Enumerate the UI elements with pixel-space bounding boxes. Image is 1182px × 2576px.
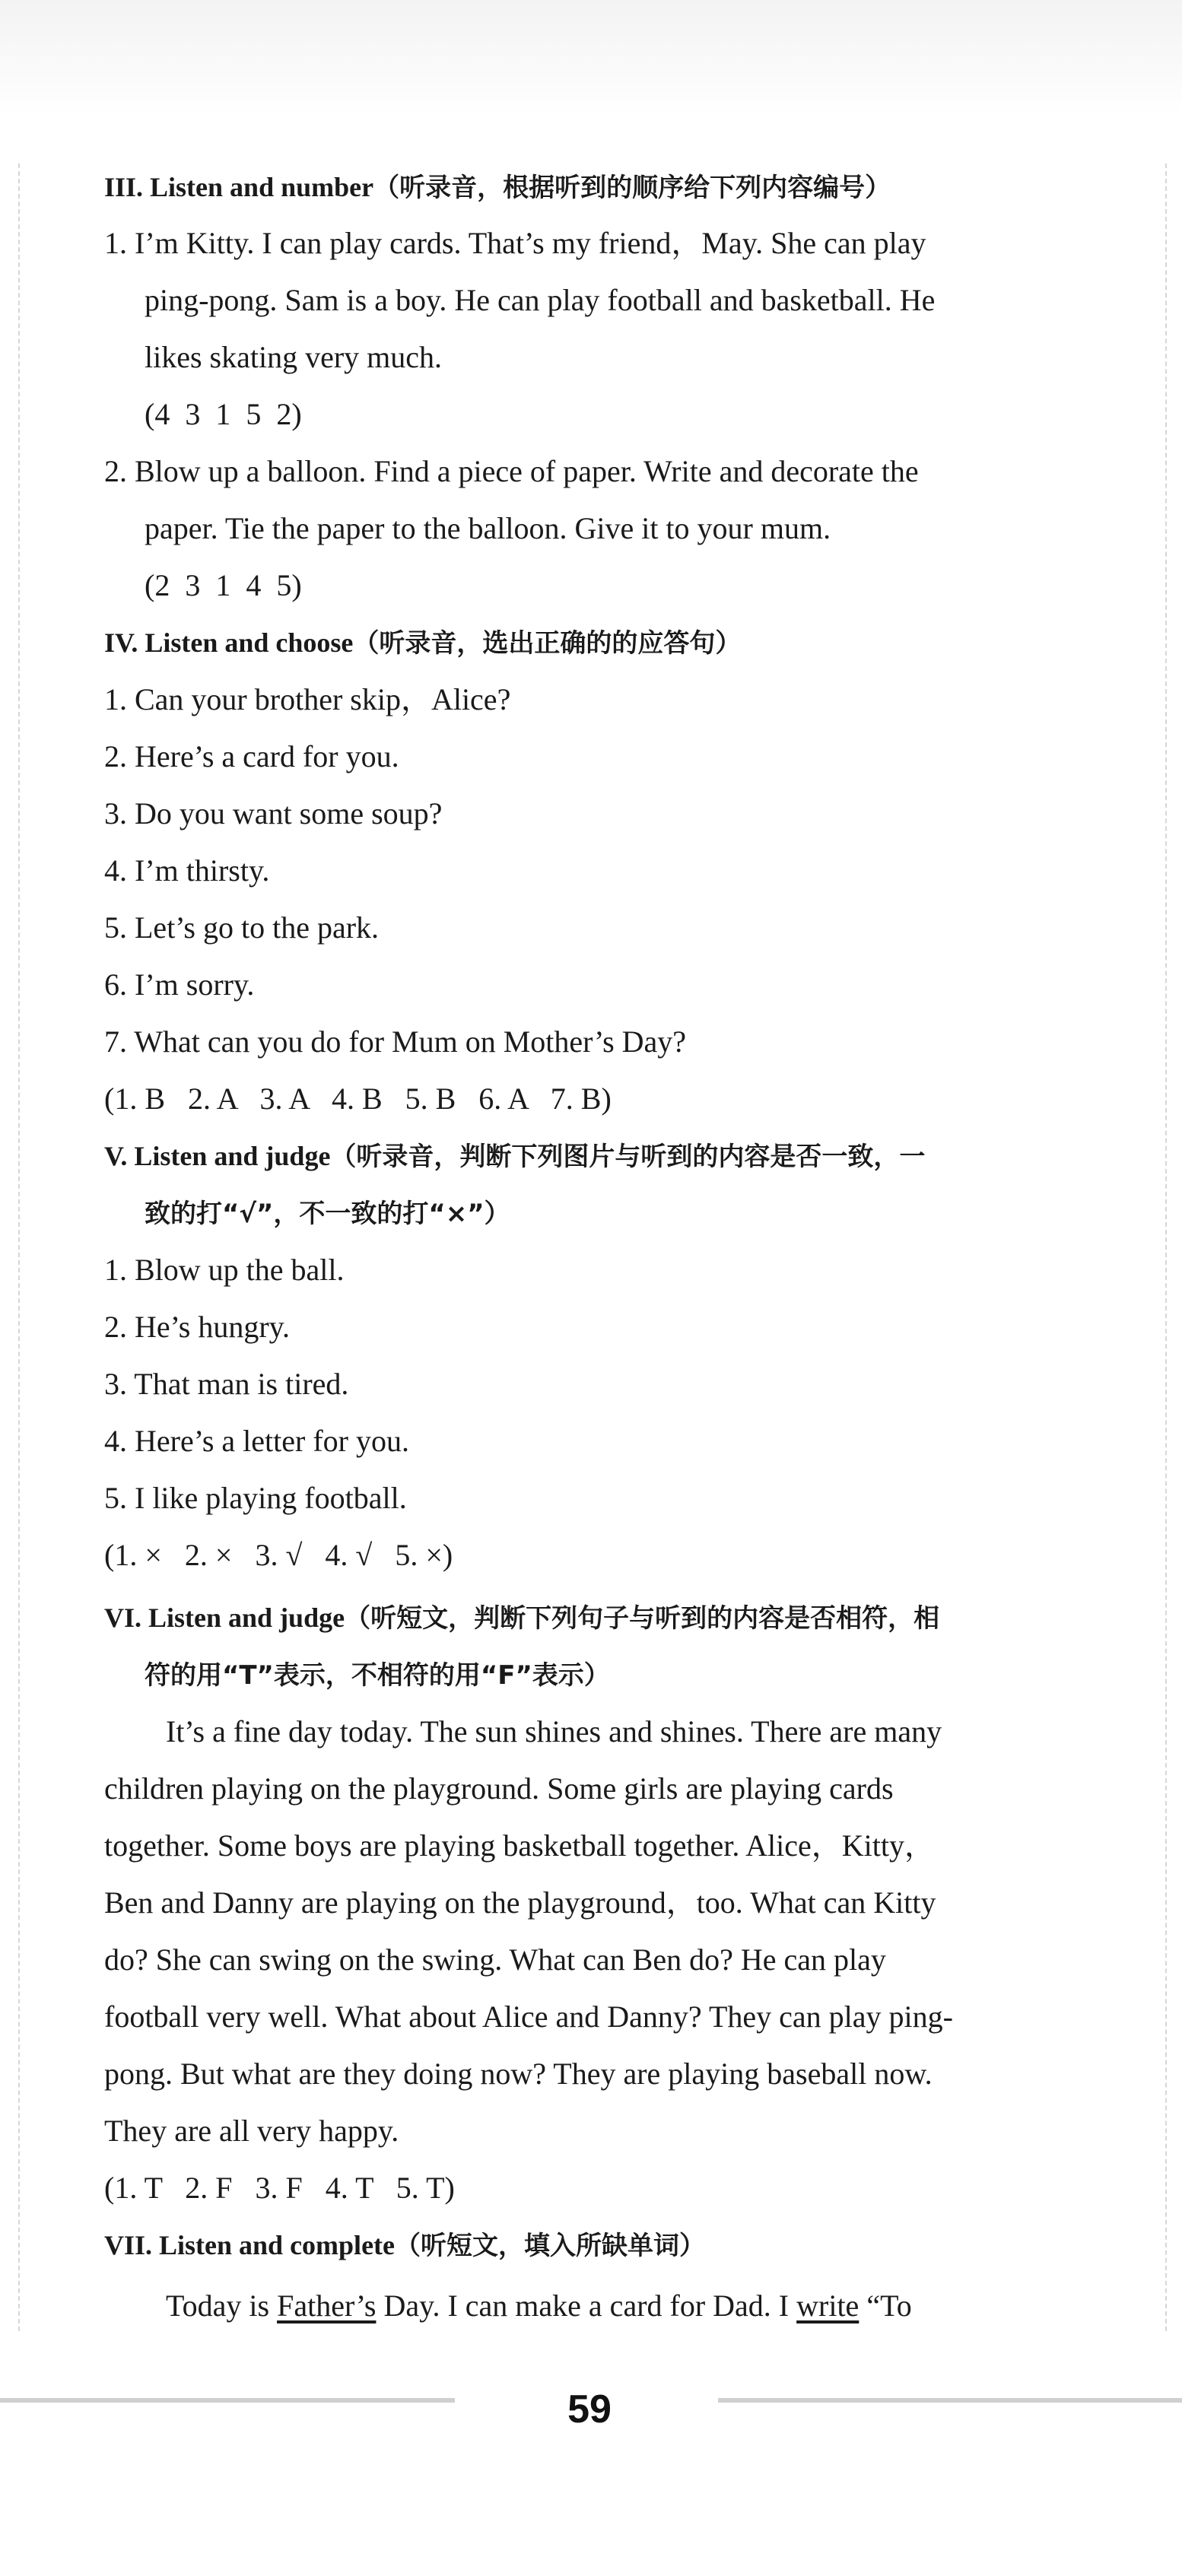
section-5-heading-cn-1: （听录音，判断下列图片与听到的内容是否一致，一 <box>330 1142 926 1172</box>
section-6-passage-line: They are all very happy. <box>104 2114 399 2148</box>
page-number: 59 <box>567 2387 612 2431</box>
section-6-passage-line: do? She can swing on the swing. What can Ben do? He can play <box>104 1942 886 1977</box>
page-top-shading <box>0 0 1182 114</box>
section-4-item: 5. Let’s go to the park. <box>104 910 380 945</box>
section-7-text-c: “To <box>859 2289 912 2323</box>
section-5-heading-line-2 <box>145 1193 510 1234</box>
footer-rule-left <box>0 2398 455 2403</box>
section-7-heading <box>104 2225 705 2266</box>
right-margin-rule <box>1165 164 1167 2331</box>
section-3-answer-2: (2 3 1 4 5) <box>145 568 302 602</box>
section-6-passage-line: children playing on the playground. Some girls are playing cards <box>104 1771 894 1806</box>
section-6-passage-line: Ben and Danny are playing on the playground，too. What can Kitty <box>104 1885 936 1920</box>
section-4-heading <box>104 623 741 663</box>
section-4-item: 3. Do you want some soup? <box>104 796 443 831</box>
section-6-passage-line: together. Some boys are playing basketball together. Alice，Kitty， <box>104 1828 935 1863</box>
section-3-heading-cn: （听录音，根据听到的顺序给下列内容编号） <box>373 173 891 203</box>
section-4-item: 4. I’m thirsty. <box>104 853 270 888</box>
section-6-heading-line-2 <box>145 1655 610 1695</box>
section-4-item: 2. Here’s a card for you. <box>104 739 399 773</box>
section-6-passage-line: It’s a fine day today. The sun shines and shines. There are many <box>166 1714 942 1749</box>
section-4-heading-cn: （听录音，选出正确的的应答句） <box>353 628 742 659</box>
section-4-item: 7. What can you do for Mum on Mother’s Day? <box>104 1024 687 1059</box>
left-margin-rule <box>18 164 20 2331</box>
section-5-item: 4. Here’s a letter for you. <box>104 1424 409 1458</box>
section-6-heading <box>104 1598 939 1638</box>
section-3-item-2-line-2: paper. Tie the paper to the balloon. Give it to your mum. <box>145 511 831 545</box>
section-5-heading-en: V. Listen and judge <box>104 1141 331 1171</box>
section-4-item: 1. Can your brother skip，Alice? <box>104 682 511 716</box>
section-6-answers: (1. T 2. F 3. F 4. T 5. T) <box>104 2171 455 2205</box>
section-4-heading-en: IV. Listen and choose <box>104 627 354 658</box>
section-7-text-a: Today is <box>166 2289 278 2323</box>
section-5-item: 3. That man is tired. <box>104 1367 349 1401</box>
section-7-blank-1: Father’s <box>277 2289 377 2323</box>
section-5-heading <box>104 1136 925 1177</box>
section-5-item: 2. He’s hungry. <box>104 1310 291 1344</box>
section-6-heading-cn-1: （听短文，判断下列句子与听到的内容是否相符，相 <box>345 1603 940 1634</box>
section-7-heading-cn: （听短文，填入所缺单词） <box>395 2231 706 2261</box>
section-3-answer-1: (4 3 1 5 2) <box>145 397 302 431</box>
section-3-heading-en: III. Listen and number <box>104 172 374 202</box>
section-5-item: 5. I like playing football. <box>104 1481 407 1515</box>
section-4-answers: (1. B 2. A 3. A 4. B 5. B 6. A 7. B) <box>104 1082 612 1116</box>
section-3-item-2-line-1: 2. Blow up a balloon. Find a piece of paper. Write and decorate the <box>104 454 919 488</box>
section-3-item-1-line-2: ping-pong. Sam is a boy. He can play football and basketball. He <box>145 283 936 317</box>
section-6-heading-cn-2: 符的用“T”表示，不相符的用“F”表示） <box>145 1660 610 1691</box>
section-3-item-1-line-1: 1. I’m Kitty. I can play cards. That’s my friend，May. She can play <box>104 226 926 260</box>
section-7-text-b: Day. I can make a card for Dad. I <box>376 2289 797 2323</box>
section-6-passage-line: pong. But what are they doing now? They are playing baseball now. <box>104 2057 933 2091</box>
section-3-item-1-line-3: likes skating very much. <box>145 340 443 374</box>
section-6-passage-line: football very well. What about Alice and Danny? They can play ping- <box>104 1999 953 2034</box>
section-5-heading-cn-2: 致的打“√”，不一致的打“×”） <box>145 1199 510 1229</box>
section-5-answers: (1. × 2. × 3. √ 4. √ 5. ×) <box>104 1538 453 1572</box>
footer-rule-right <box>718 2398 1182 2403</box>
section-5-item: 1. Blow up the ball. <box>104 1253 345 1287</box>
section-4-item: 6. I’m sorry. <box>104 967 255 1002</box>
section-3-heading <box>104 167 891 208</box>
section-6-heading-en: VI. Listen and judge <box>104 1602 345 1633</box>
section-7-heading-en: VII. Listen and complete <box>104 2230 396 2260</box>
section-7-passage-line <box>166 2286 912 2326</box>
section-7-blank-2: write <box>796 2289 859 2323</box>
